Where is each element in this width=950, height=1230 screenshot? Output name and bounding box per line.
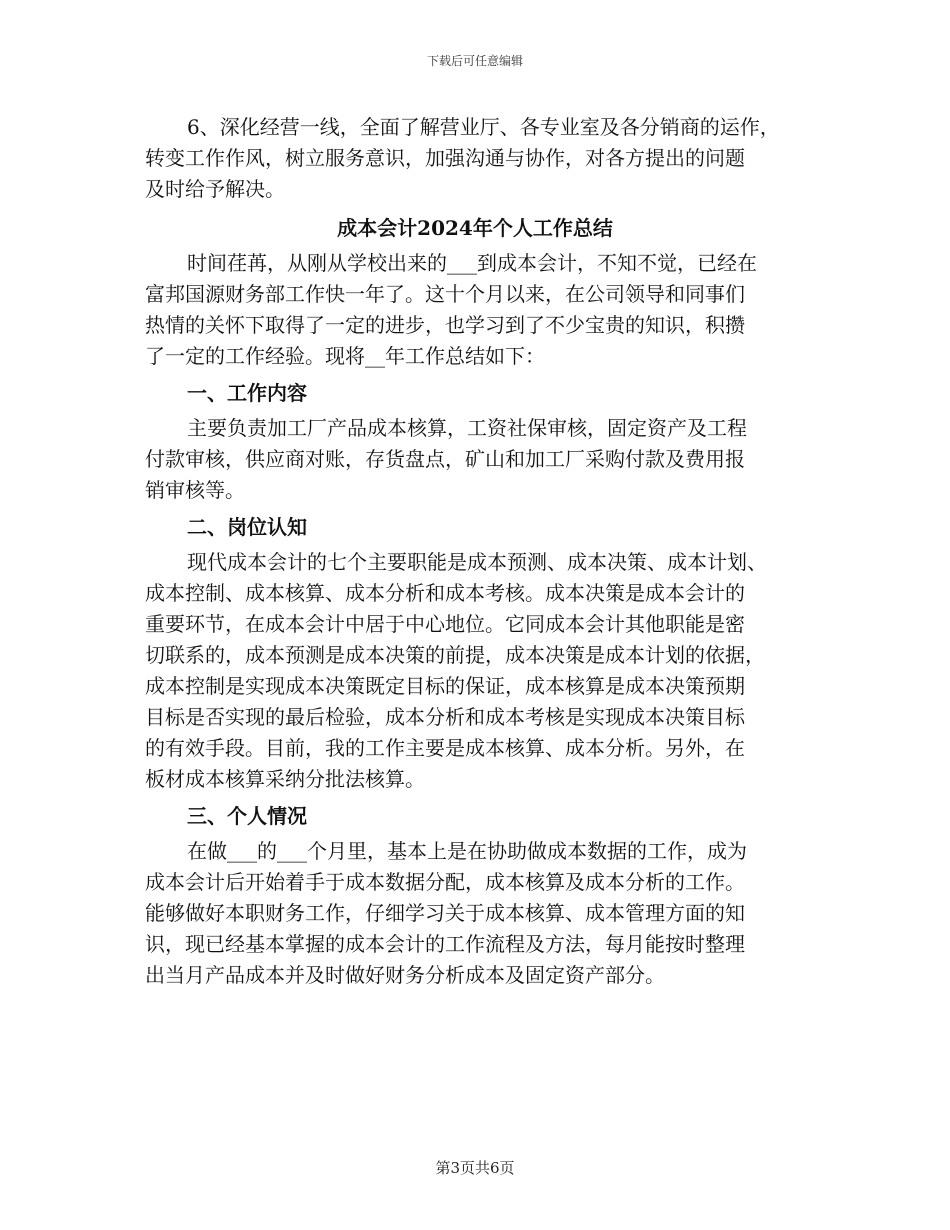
paragraph-line: 热情的关怀下取得了一定的进步，也学习到了不少宝贵的知识，积攒: [145, 313, 745, 337]
paragraph-line: 6、深化经营一线，全面了解营业厅、各专业室及各分销商的运作，: [187, 115, 780, 139]
paragraph-line: 了一定的工作经验。现将__年工作总结如下：: [145, 344, 545, 368]
paragraph-line: 转变工作作风，树立服务意识，加强沟通与协作，对各方提出的问题: [145, 146, 745, 170]
section-heading-position-cognition: 二、岗位认知: [187, 515, 307, 539]
paragraph-line: 重要环节，在成本会计中居于中心地位。它同成本会计其他职能是密: [145, 612, 745, 636]
paragraph-line: 在做___的___个月里，基本上是在协助做成本数据的工作，成为: [187, 839, 747, 863]
document-body: [145, 112, 805, 991]
paragraph-line: 成本控制是实现成本决策既定目标的保证，成本核算是成本决策预期: [145, 674, 745, 698]
intro-paragraph: [145, 248, 805, 372]
paragraph-line: 时间荏苒，从刚从学校出来的___到成本会计，不知不觉，已经在: [187, 251, 757, 275]
page-number-footer: 第3页共6页: [435, 1159, 515, 1177]
page-header: 下载后可任意编辑: [426, 54, 523, 68]
section-6-paragraph: [145, 112, 805, 205]
document-title: 成本会计2024年个人工作总结: [337, 216, 613, 240]
paragraph-line: 切联系的，成本预测是成本决策的前提，成本决策是成本计划的依据，: [145, 643, 765, 667]
paragraph-line: 销审核等。: [145, 478, 245, 502]
paragraph-line: 识，现已经基本掌握的成本会计的工作流程及方法，每月能按时整理: [145, 932, 745, 956]
personal-situation-paragraph: [145, 836, 805, 991]
section-heading-work-content: 一、工作内容: [187, 381, 307, 405]
section-heading-personal-situation: 三、个人情况: [187, 804, 307, 828]
paragraph-line: 出当月产品成本并及时做好财务分析成本及固定资产部分。: [145, 963, 665, 987]
paragraph-line: 成本会计后开始着手于成本数据分配，成本核算及成本分析的工作。: [145, 870, 745, 894]
paragraph-line: 付款审核，供应商对账，存货盘点，矿山和加工厂采购付款及费用报: [145, 447, 745, 471]
paragraph-line: 的有效手段。目前，我的工作主要是成本核算、成本分析。另外，在: [145, 736, 745, 760]
work-content-paragraph: [145, 413, 805, 506]
paragraph-line: 富邦国源财务部工作快一年了。这十个月以来，在公司领导和同事们: [145, 282, 745, 306]
paragraph-line: 能够做好本职财务工作，仔细学习关于成本核算、成本管理方面的知: [145, 901, 745, 925]
paragraph-line: 目标是否实现的最后检验，成本分析和成本考核是实现成本决策目标: [145, 705, 745, 729]
paragraph-line: 主要负责加工厂产品成本核算，工资社保审核，固定资产及工程: [187, 416, 747, 440]
position-cognition-paragraph: [145, 547, 805, 795]
paragraph-line: 现代成本会计的七个主要职能是成本预测、成本决策、成本计划、: [187, 550, 767, 574]
paragraph-line: 成本控制、成本核算、成本分析和成本考核。成本决策是成本会计的: [145, 581, 745, 605]
paragraph-line: 及时给予解决。: [145, 177, 285, 201]
paragraph-line: 板材成本核算采纳分批法核算。: [145, 767, 425, 791]
